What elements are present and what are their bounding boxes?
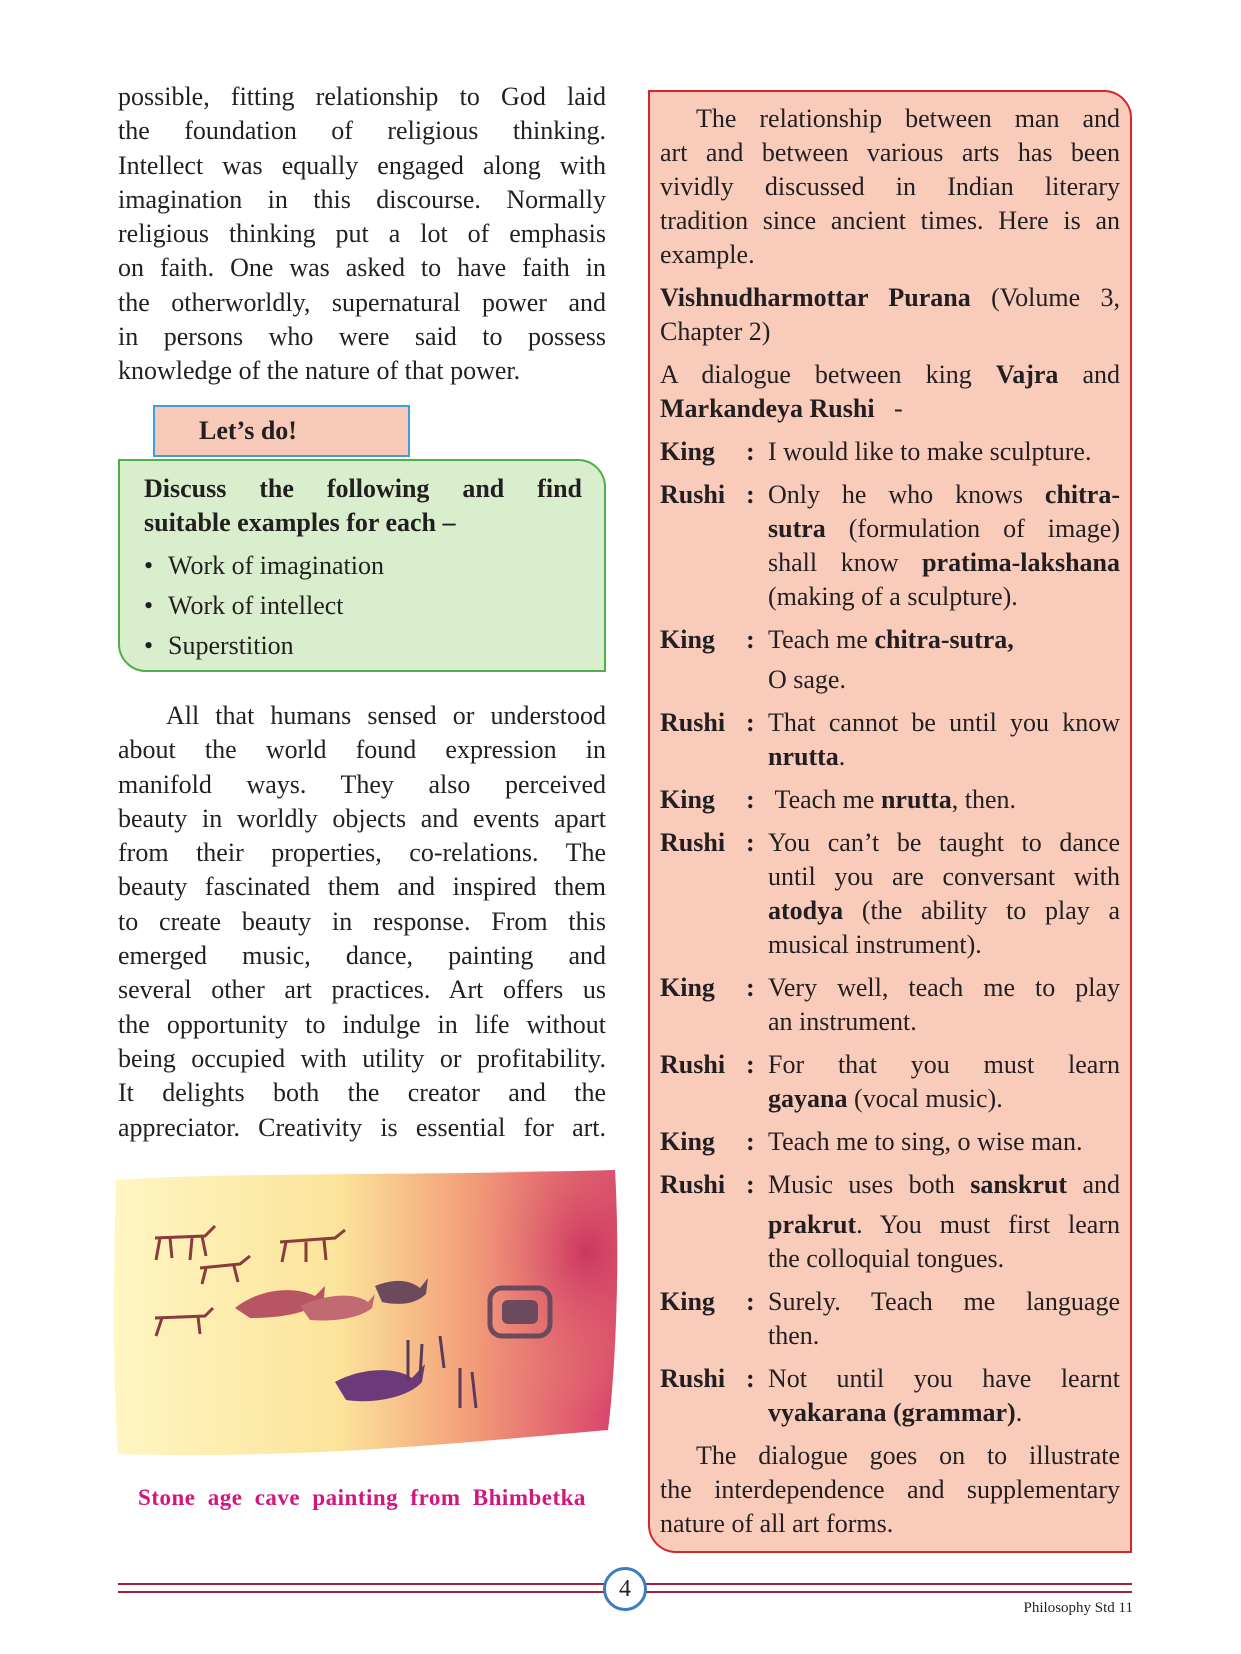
dialogue-line: King : Teach me chitra-sutra, O sage. <box>660 625 1014 694</box>
dialogue-line: King : Teach me nrutta, then. <box>660 785 1016 814</box>
cave-painting-image <box>110 1168 623 1468</box>
dialogue-line: Rushi : For that you must learn gayana (vocal music). <box>660 1050 1120 1113</box>
page-number: 4 <box>603 1567 647 1611</box>
dialogue-intro-2: Markandeya Rushi - <box>660 394 903 423</box>
box-intro: The relationship between man and art and between various arts has been vividly discussed in Indian literary tradition since ancient times. Here is an example. <box>660 104 1120 269</box>
activity-list <box>144 546 582 666</box>
list-item: • Superstition <box>144 631 294 660</box>
activity-box <box>118 459 606 672</box>
dialogue-line: Rushi : Only he who knows chitra- sutra (formulation of image) shall know pratima-lakshana (making of a sculpture). <box>660 480 1120 611</box>
dialogue-line: Rushi : Music uses both sanskrut and prakrut. You must first learn the colloquial tongues. <box>660 1170 1120 1273</box>
source-reference-2: Chapter 2) <box>660 317 771 346</box>
dialogue-line: King : Very well, teach me to play an instrument. <box>660 973 1120 1036</box>
box-outro: The dialogue goes on to illustrate the interdependence and supplementary nature of all art forms. <box>660 1441 1120 1538</box>
dialogue-line: King : I would like to make sculpture. <box>660 437 1092 466</box>
dialogue-line: Rushi : That cannot be until you know nrutta. <box>660 708 1120 771</box>
dialogue-line: Rushi : Not until you have learnt vyakarana (grammar). <box>660 1364 1120 1427</box>
activity-instruction: Discuss the following and find suitable examples for each – <box>144 474 582 537</box>
dialogue-line: King : Surely. Teach me language then. <box>660 1287 1120 1350</box>
dialogue-line: King : Teach me to sing, o wise man. <box>660 1127 1083 1156</box>
book-title: Philosophy Std 11 <box>1023 1600 1133 1616</box>
source-reference: Vishnudharmottar Purana (Volume 3, <box>660 283 1120 312</box>
paragraph-art: All that humans sensed or understood about the world found expression in manifold ways. They also perceived beauty in worldly objects and events apart from their properties, co-relations. The beauty fascinated them and inspired them to create beauty in response. From this emerged music, dance, painting and several other art practices. Art offers us the opportunity to indulge in life without being occupied with utility or profitability. It delights both the creator and the appreciator. Creativity is essential for art. <box>118 701 606 1142</box>
dialogue-intro: A dialogue between king Vajra and <box>660 360 1121 389</box>
list-item: • Work of imagination <box>144 551 384 580</box>
lets-do-heading: Let’s do! <box>153 405 410 457</box>
dialogue-box <box>648 90 1132 1553</box>
paragraph-faith: possible, fitting relationship to God laid the foundation of religious thinking. Intellect was equally engaged along with imagination in this discourse. Normally religious thinking put a lot of emphasis on faith. One was asked to have faith in the otherworldly, supernatural power and in persons who were said to possess knowledge of the nature of that power. <box>118 82 606 386</box>
left-column <box>118 80 606 389</box>
image-caption: Stone age cave painting from Bhimbetka <box>138 1485 586 1510</box>
list-item: • Work of intellect <box>144 591 344 620</box>
dialogue-line: Rushi : You can’t be taught to dance until you are conversant with atodya (the ability to play a musical instrument). <box>660 828 1120 959</box>
